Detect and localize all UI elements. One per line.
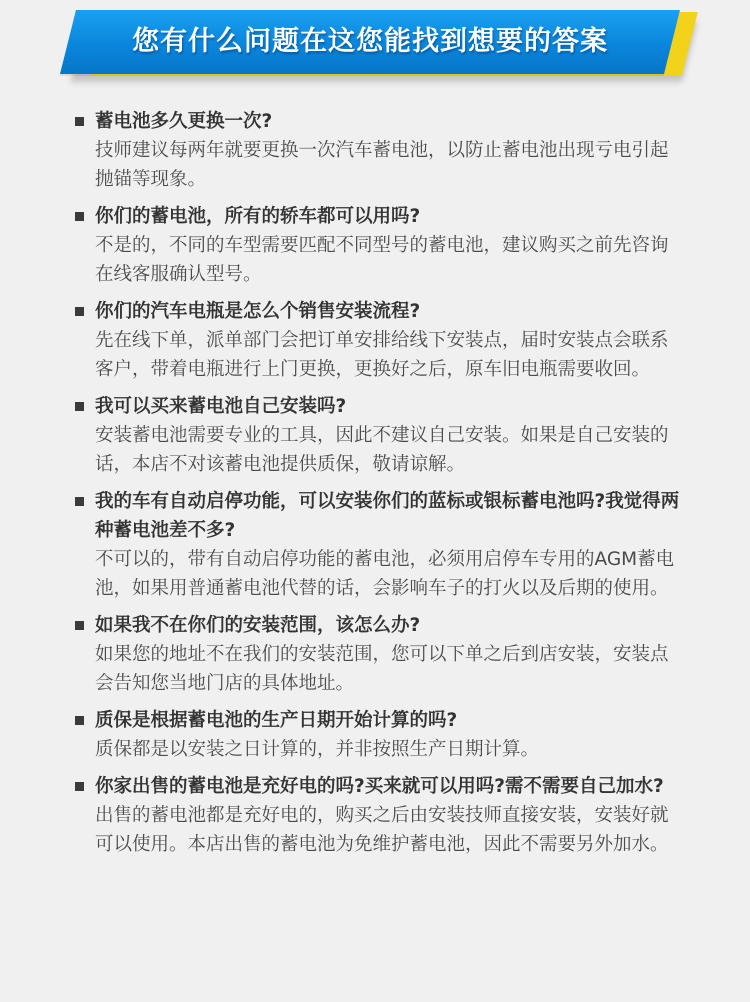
faq-question: 蓄电池多久更换一次? <box>95 111 273 132</box>
faq-item <box>73 202 683 289</box>
faq-item <box>73 392 683 479</box>
faq-item <box>73 611 683 698</box>
faq-item <box>73 487 683 603</box>
square-bullet-icon <box>75 497 84 506</box>
faq-question: 你们的蓄电池，所有的轿车都可以用吗? <box>95 206 421 227</box>
page-title: 您有什么问题在这您能找到想要的答案 <box>132 26 608 57</box>
faq-answer: 不可以的，带有自动启停功能的蓄电池，必须用启停车专用的AGM蓄电池，如果用普通蓄电池代替的话，会影响车子的打火以及后期的使用。 <box>95 549 675 599</box>
faq-item <box>73 297 683 384</box>
faq-question: 你们的汽车电瓶是怎么个销售安装流程? <box>95 301 421 322</box>
faq-item <box>73 107 683 194</box>
faq-question: 质保是根据蓄电池的生产日期开始计算的吗? <box>95 710 458 731</box>
square-bullet-icon <box>75 307 84 316</box>
faq-item <box>73 706 683 764</box>
square-bullet-icon <box>75 212 84 221</box>
faq-item <box>73 772 683 859</box>
faq-question: 我的车有自动启停功能，可以安装你们的蓝标或银标蓄电池吗?我觉得两种蓄电池差不多? <box>95 491 680 541</box>
square-bullet-icon <box>75 402 84 411</box>
faq-answer: 如果您的地址不在我们的安装范围，您可以下单之后到店安装，安装点会告知您当地门店的具体地址。 <box>95 644 669 694</box>
faq-answer: 质保都是以安装之日计算的，并非按照生产日期计算。 <box>95 739 540 760</box>
square-bullet-icon <box>75 782 84 791</box>
square-bullet-icon <box>75 117 84 126</box>
square-bullet-icon <box>75 716 84 725</box>
faq-question: 我可以买来蓄电池自己安装吗? <box>95 396 347 417</box>
faq-answer: 安装蓄电池需要专业的工具，因此不建议自己安装。如果是自己安装的话，本店不对该蓄电池提供质保，敬请谅解。 <box>95 425 669 475</box>
faq-answer: 不是的，不同的车型需要匹配不同型号的蓄电池，建议购买之前先咨询在线客服确认型号。 <box>95 235 669 285</box>
faq-question: 你家出售的蓄电池是充好电的吗?买来就可以用吗?需不需要自己加水? <box>95 776 664 797</box>
square-bullet-icon <box>75 621 84 630</box>
header-banner <box>0 0 750 95</box>
faq-answer: 先在线下单，派单部门会把订单安排给线下安装点，届时安装点会联系客户，带着电瓶进行上门更换，更换好之后，原车旧电瓶需要收回。 <box>95 330 669 380</box>
faq-list <box>73 107 683 867</box>
faq-answer: 技师建议每两年就要更换一次汽车蓄电池，以防止蓄电池出现亏电引起抛锚等现象。 <box>95 140 669 190</box>
faq-answer: 出售的蓄电池都是充好电的，购买之后由安装技师直接安装，安装好就可以使用。本店出售的蓄电池为免维护蓄电池，因此不需要另外加水。 <box>95 805 669 855</box>
faq-question: 如果我不在你们的安装范围，该怎么办? <box>95 615 421 636</box>
